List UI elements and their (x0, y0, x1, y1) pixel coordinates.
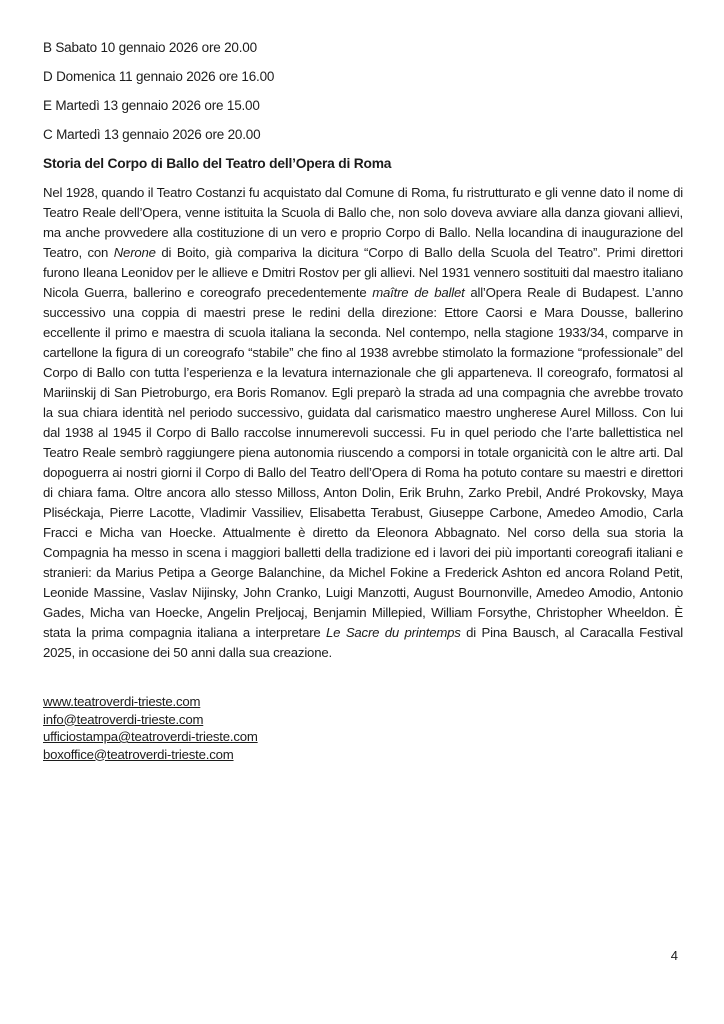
italic-text-run: maître de ballet (372, 285, 465, 300)
page-content (43, 38, 683, 763)
text-run: di Pina Bausch, al Caracalla Festival 2025, in occasione dei 50 anni dalla sua creazione. (43, 625, 683, 660)
info-email-link[interactable]: info@teatroverdi-trieste.com (43, 711, 204, 727)
text-run: di Boito, già compariva la dicitura “Corpo di Ballo della Scuola del Teatro”. Primi direttori furono Ileana Leonidov per le allieve e Dmitri Rostov per gli allievi. Nel 1931 vennero sostituiti dal maestro italiano Nicola Guerra, ballerino e coreografo precedentemente (43, 245, 683, 300)
history-paragraph (43, 183, 683, 663)
press-office-email-link[interactable]: ufficiostampa@teatroverdi-trieste.com (43, 729, 258, 744)
italic-text-run: Le Sacre du printemps (326, 625, 461, 640)
section-heading: Storia del Corpo di Ballo del Teatro dell’Opera di Roma (43, 156, 392, 171)
contact-links (43, 693, 683, 763)
boxoffice-email-link[interactable]: boxoffice@teatroverdi-trieste.com (43, 746, 234, 762)
text-run: Nel 1928, quando il Teatro Costanzi fu acquistato dal Comune di Roma, fu ristrutturato e gli venne dato il nome di Teatro Reale dell’Opera, venne istituita la Scuola di Ballo che, non solo doveva avviare alla danza giovani allievi, ma anche provvedere alla costituzione di un vero e proprio Corpo di Ballo. Nella locandina di inaugurazione del Teatro, con (43, 185, 683, 260)
schedule-line: D Domenica 11 gennaio 2026 ore 16.00 (43, 69, 275, 84)
page-number: 4 (670, 948, 678, 963)
performance-schedule (43, 38, 683, 145)
schedule-line: E Martedì 13 gennaio 2026 ore 15.00 (43, 98, 260, 113)
schedule-line: B Sabato 10 gennaio 2026 ore 20.00 (43, 40, 257, 55)
website-link[interactable]: www.teatroverdi-trieste.com (43, 694, 201, 709)
italic-text-run: Nerone (113, 245, 156, 260)
text-run: all’Opera Reale di Budapest. L’anno successivo una coppia di maestri prese le redini della direzione: Ettore Caorsi e Mara Dousse, ballerino eccellente il primo e maestra di scuola italiana la seconda. Nel contempo, nella stagione 1933/34, comparve in cartellone la figura di un coreografo “stabile” che fino al 1938 avrebbe stimolato la formazione “professionale” del Corpo di Ballo con tutta l’esperienza e la levatura internazionale che gli apparteneva. Il coreografo, formatosi al Mariinskij di San Pietroburgo, era Boris Romanov. Egli preparò la strada ad una compagnia che avrebbe trovato la sua chiara identità nel periodo successivo, guidata dal carismatico maestro ungherese Aurel Milloss. Con lui dal 1938 al 1945 il Corpo di Ballo raccolse innumerevoli successi. Fu in quel periodo che l’arte ballettistica nel Teatro Reale sembrò raggiungere piena autonomia riuscendo a comporsi in totale organicità con le altre arti. Dal dopoguerra ai nostri giorni il Corpo di Ballo del Teatro dell’Opera di Roma ha potuto contare su maestri e direttori di chiara fama. Oltre ancora allo stesso Milloss, Anton Dolin, Erik Bruhn, Zarko Prebil, André Prokovsky, Maya Pliséckaja, Pierre Lacotte, Vladimir Vassiliev, Elisabetta Terabust, Giuseppe Carbone, Amedeo Amodio, Carla Fracci e Micha van Hoecke. Attualmente è diretto da Eleonora Abbagnato. Nel corso della sua storia la Compagnia ha messo in scena i maggiori balletti della tradizione ed i lavori dei più importanti coreografi italiani e stranieri: da Marius Petipa a George Balanchine, da Michel Fokine a Frederick Ashton ed ancora Roland Petit, Leonide Massine, Vaslav Nijinsky, John Cranko, Luigi Manzotti, August Bournonville, Amedeo Amodio, Antonio Gades, Micha van Hoecke, Angelin Preljocaj, Benjamin Millepied, William Forsythe, Christopher Wheeldon. È stata la prima compagnia italiana a interpretare (43, 285, 683, 640)
schedule-line: C Martedì 13 gennaio 2026 ore 20.00 (43, 127, 261, 142)
